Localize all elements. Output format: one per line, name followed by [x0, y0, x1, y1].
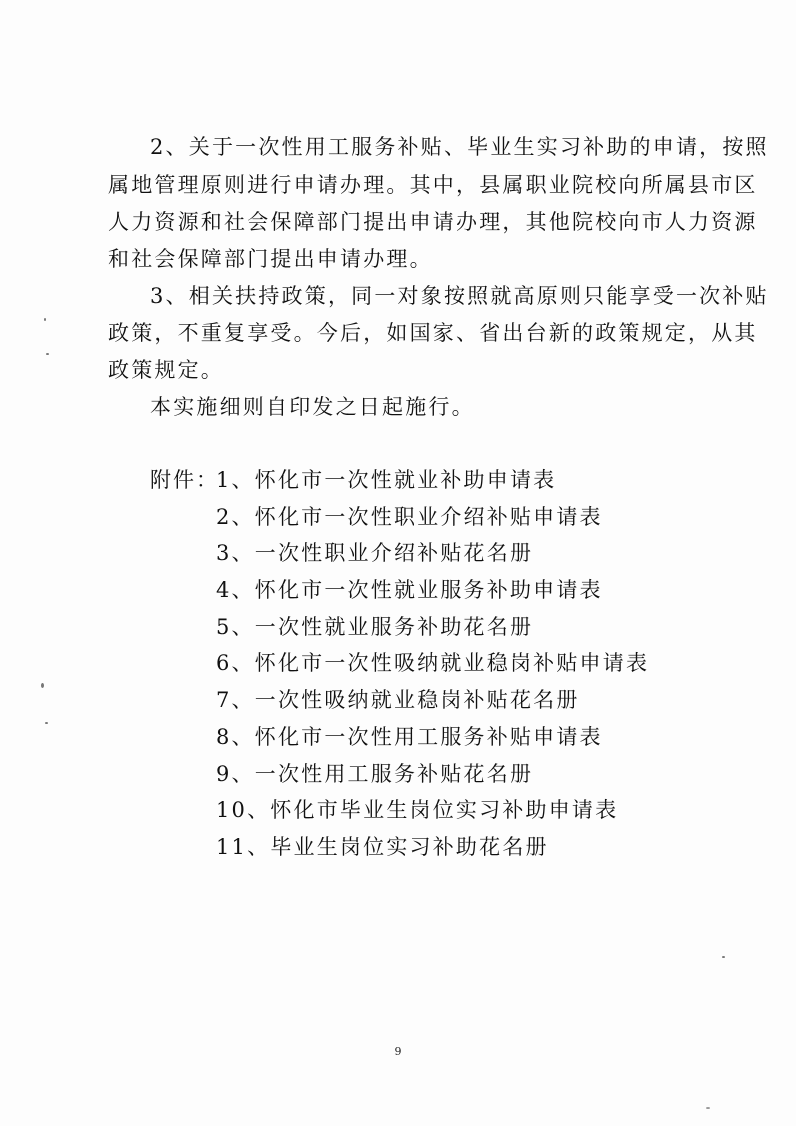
scan-speck	[45, 722, 48, 724]
attachment-item-8: 8、怀化市一次性用工服务补贴申请表	[216, 724, 603, 749]
scan-speck	[44, 318, 46, 321]
scan-speck	[46, 353, 49, 355]
attachment-item-4: 4、怀化市一次性就业服务补助申请表	[216, 578, 603, 603]
paragraph-1-line-3: 人力资源和社会保障部门提出申请办理，其他院校向市人力资源	[108, 210, 758, 234]
attachment-item-6: 6、怀化市一次性吸纳就业稳岗补贴申请表	[216, 651, 650, 676]
paragraph-1-line-1: 2、关于一次性用工服务补贴、毕业生实习补助的申请，按照	[150, 135, 769, 159]
attachments-label: 附件：	[150, 468, 219, 492]
attachment-item-9: 9、一次性用工服务补贴花名册	[216, 761, 534, 786]
attachment-item-3: 3、一次性职业介绍补贴花名册	[216, 541, 534, 566]
scan-speck	[706, 1107, 710, 1109]
scan-speck	[41, 683, 44, 688]
attachment-item-5: 5、一次性就业服务补助花名册	[216, 614, 534, 639]
paragraph-1-line-2: 属地管理原则进行申请办理。其中，县属职业院校向所属县市区	[108, 173, 758, 197]
scan-speck	[722, 956, 725, 958]
paragraph-2-line-3: 政策规定。	[108, 358, 224, 382]
attachment-item-7: 7、一次性吸纳就业稳岗补贴花名册	[216, 688, 580, 713]
paragraph-2-line-2: 政策，不重复享受。今后，如国家、省出台新的政策规定，从其	[108, 321, 758, 345]
paragraph-3-line-1: 本实施细则自印发之日起施行。	[150, 395, 475, 419]
paragraph-2-line-1: 3、相关扶持政策，同一对象按照就高原则只能享受一次补贴	[150, 284, 769, 308]
attachment-item-1: 1、怀化市一次性就业补助申请表	[216, 468, 557, 492]
attachment-item-2: 2、怀化市一次性职业介绍补贴申请表	[216, 504, 603, 529]
paragraph-1-line-4: 和社会保障部门提出申请办理。	[108, 247, 433, 271]
attachments-list	[216, 470, 649, 874]
page-number: 9	[394, 1045, 402, 1058]
attachment-item-11: 11、毕业生岗位实习补助花名册	[216, 834, 549, 859]
attachment-item-10: 10、怀化市毕业生岗位实习补助申请表	[216, 798, 619, 823]
